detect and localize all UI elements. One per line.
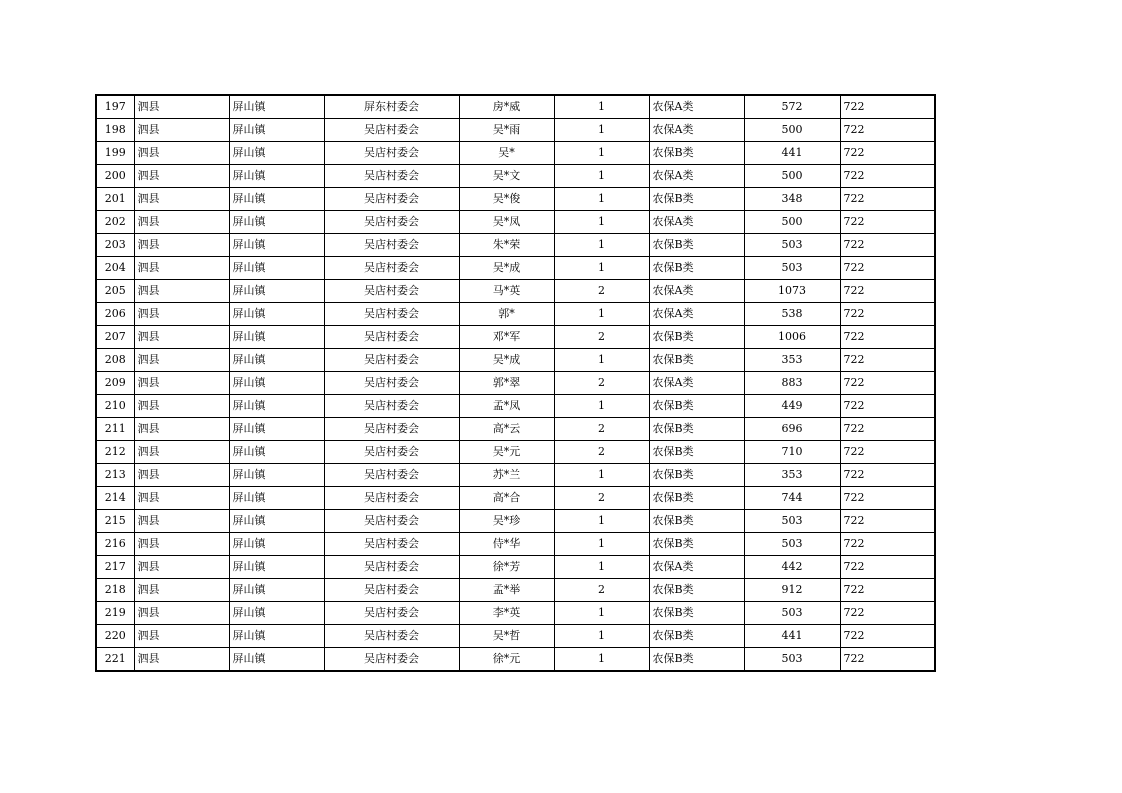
county-cell: 泗县 — [134, 211, 229, 234]
amount-cell: 353 — [744, 349, 840, 372]
person-name-cell: 吴*文 — [459, 165, 554, 188]
document-page — [95, 94, 934, 672]
town-cell: 屏山镇 — [229, 257, 324, 280]
insurance-type-cell: 农保A类 — [649, 372, 744, 395]
county-cell: 泗县 — [134, 119, 229, 142]
town-cell: 屏山镇 — [229, 188, 324, 211]
standard-cell: 722 — [840, 533, 935, 556]
county-cell: 泗县 — [134, 625, 229, 648]
insurance-type-cell: 农保B类 — [649, 487, 744, 510]
row-index-cell: 213 — [96, 464, 134, 487]
town-cell: 屏山镇 — [229, 487, 324, 510]
person-name-cell: 马*英 — [459, 280, 554, 303]
town-cell: 屏山镇 — [229, 510, 324, 533]
household-count-cell: 1 — [554, 510, 649, 533]
insurance-type-cell: 农保B类 — [649, 533, 744, 556]
row-index-cell: 199 — [96, 142, 134, 165]
person-name-cell: 吴*雨 — [459, 119, 554, 142]
table-row — [96, 257, 935, 280]
village-cell: 吴店村委会 — [324, 464, 459, 487]
row-index-cell: 200 — [96, 165, 134, 188]
town-cell: 屏山镇 — [229, 349, 324, 372]
county-cell: 泗县 — [134, 579, 229, 602]
table-row — [96, 326, 935, 349]
row-index-cell: 208 — [96, 349, 134, 372]
village-cell: 吴店村委会 — [324, 372, 459, 395]
standard-cell: 722 — [840, 165, 935, 188]
person-name-cell: 徐*芳 — [459, 556, 554, 579]
standard-cell: 722 — [840, 211, 935, 234]
insurance-type-cell: 农保A类 — [649, 211, 744, 234]
household-count-cell: 1 — [554, 95, 649, 119]
county-cell: 泗县 — [134, 303, 229, 326]
town-cell: 屏山镇 — [229, 280, 324, 303]
standard-cell: 722 — [840, 95, 935, 119]
county-cell: 泗县 — [134, 95, 229, 119]
person-name-cell: 吴*俊 — [459, 188, 554, 211]
household-count-cell: 1 — [554, 303, 649, 326]
table-row — [96, 349, 935, 372]
village-cell: 吴店村委会 — [324, 303, 459, 326]
household-count-cell: 1 — [554, 602, 649, 625]
amount-cell: 353 — [744, 464, 840, 487]
town-cell: 屏山镇 — [229, 234, 324, 257]
town-cell: 屏山镇 — [229, 95, 324, 119]
insurance-type-cell: 农保B类 — [649, 602, 744, 625]
household-count-cell: 1 — [554, 349, 649, 372]
person-name-cell: 邓*军 — [459, 326, 554, 349]
row-index-cell: 207 — [96, 326, 134, 349]
county-cell: 泗县 — [134, 395, 229, 418]
village-cell: 吴店村委会 — [324, 119, 459, 142]
row-index-cell: 212 — [96, 441, 134, 464]
standard-cell: 722 — [840, 349, 935, 372]
county-cell: 泗县 — [134, 326, 229, 349]
household-count-cell: 2 — [554, 280, 649, 303]
standard-cell: 722 — [840, 119, 935, 142]
town-cell: 屏山镇 — [229, 464, 324, 487]
village-cell: 吴店村委会 — [324, 188, 459, 211]
insurance-type-cell: 农保B类 — [649, 648, 744, 672]
village-cell: 吴店村委会 — [324, 625, 459, 648]
village-cell: 吴店村委会 — [324, 280, 459, 303]
amount-cell: 883 — [744, 372, 840, 395]
amount-cell: 503 — [744, 257, 840, 280]
row-index-cell: 210 — [96, 395, 134, 418]
insurance-type-cell: 农保B类 — [649, 579, 744, 602]
village-cell: 吴店村委会 — [324, 211, 459, 234]
table-row — [96, 487, 935, 510]
person-name-cell: 吴*成 — [459, 257, 554, 280]
village-cell: 吴店村委会 — [324, 349, 459, 372]
table-row — [96, 395, 935, 418]
standard-cell: 722 — [840, 234, 935, 257]
row-index-cell: 216 — [96, 533, 134, 556]
amount-cell: 538 — [744, 303, 840, 326]
amount-cell: 710 — [744, 441, 840, 464]
town-cell: 屏山镇 — [229, 395, 324, 418]
amount-cell: 348 — [744, 188, 840, 211]
insurance-type-cell: 农保A类 — [649, 556, 744, 579]
person-name-cell: 吴*哲 — [459, 625, 554, 648]
table-row — [96, 510, 935, 533]
table-row — [96, 418, 935, 441]
row-index-cell: 204 — [96, 257, 134, 280]
amount-cell: 441 — [744, 142, 840, 165]
row-index-cell: 215 — [96, 510, 134, 533]
row-index-cell: 218 — [96, 579, 134, 602]
person-name-cell: 郭* — [459, 303, 554, 326]
insurance-type-cell: 农保A类 — [649, 280, 744, 303]
standard-cell: 722 — [840, 510, 935, 533]
amount-cell: 503 — [744, 602, 840, 625]
county-cell: 泗县 — [134, 556, 229, 579]
table-row — [96, 602, 935, 625]
amount-cell: 744 — [744, 487, 840, 510]
amount-cell: 503 — [744, 234, 840, 257]
village-cell: 吴店村委会 — [324, 165, 459, 188]
person-name-cell: 吴*元 — [459, 441, 554, 464]
town-cell: 屏山镇 — [229, 648, 324, 672]
person-name-cell: 吴*成 — [459, 349, 554, 372]
village-cell: 吴店村委会 — [324, 441, 459, 464]
insurance-type-cell: 农保B类 — [649, 395, 744, 418]
data-table — [95, 94, 936, 672]
village-cell: 屏东村委会 — [324, 95, 459, 119]
standard-cell: 722 — [840, 280, 935, 303]
village-cell: 吴店村委会 — [324, 487, 459, 510]
household-count-cell: 1 — [554, 165, 649, 188]
amount-cell: 696 — [744, 418, 840, 441]
town-cell: 屏山镇 — [229, 165, 324, 188]
amount-cell: 500 — [744, 165, 840, 188]
village-cell: 吴店村委会 — [324, 257, 459, 280]
row-index-cell: 198 — [96, 119, 134, 142]
person-name-cell: 吴*凤 — [459, 211, 554, 234]
household-count-cell: 1 — [554, 234, 649, 257]
table-row — [96, 372, 935, 395]
person-name-cell: 高*云 — [459, 418, 554, 441]
county-cell: 泗县 — [134, 510, 229, 533]
person-name-cell: 孟*举 — [459, 579, 554, 602]
row-index-cell: 221 — [96, 648, 134, 672]
standard-cell: 722 — [840, 648, 935, 672]
village-cell: 吴店村委会 — [324, 533, 459, 556]
insurance-type-cell: 农保B类 — [649, 625, 744, 648]
row-index-cell: 203 — [96, 234, 134, 257]
table-row — [96, 165, 935, 188]
amount-cell: 503 — [744, 648, 840, 672]
household-count-cell: 1 — [554, 395, 649, 418]
household-count-cell: 1 — [554, 211, 649, 234]
person-name-cell: 李*英 — [459, 602, 554, 625]
person-name-cell: 徐*元 — [459, 648, 554, 672]
county-cell: 泗县 — [134, 257, 229, 280]
table-row — [96, 441, 935, 464]
table-row — [96, 188, 935, 211]
row-index-cell: 197 — [96, 95, 134, 119]
table-row — [96, 95, 935, 119]
village-cell: 吴店村委会 — [324, 234, 459, 257]
standard-cell: 722 — [840, 487, 935, 510]
household-count-cell: 1 — [554, 625, 649, 648]
town-cell: 屏山镇 — [229, 211, 324, 234]
standard-cell: 722 — [840, 441, 935, 464]
row-index-cell: 201 — [96, 188, 134, 211]
town-cell: 屏山镇 — [229, 418, 324, 441]
insurance-type-cell: 农保A类 — [649, 119, 744, 142]
household-count-cell: 2 — [554, 487, 649, 510]
household-count-cell: 2 — [554, 579, 649, 602]
amount-cell: 912 — [744, 579, 840, 602]
insurance-type-cell: 农保B类 — [649, 441, 744, 464]
county-cell: 泗县 — [134, 487, 229, 510]
amount-cell: 503 — [744, 510, 840, 533]
amount-cell: 441 — [744, 625, 840, 648]
household-count-cell: 1 — [554, 556, 649, 579]
standard-cell: 722 — [840, 257, 935, 280]
household-count-cell: 1 — [554, 648, 649, 672]
town-cell: 屏山镇 — [229, 602, 324, 625]
town-cell: 屏山镇 — [229, 119, 324, 142]
table-row — [96, 464, 935, 487]
village-cell: 吴店村委会 — [324, 326, 459, 349]
town-cell: 屏山镇 — [229, 142, 324, 165]
row-index-cell: 205 — [96, 280, 134, 303]
table-row — [96, 119, 935, 142]
person-name-cell: 吴* — [459, 142, 554, 165]
county-cell: 泗县 — [134, 418, 229, 441]
row-index-cell: 214 — [96, 487, 134, 510]
amount-cell: 500 — [744, 211, 840, 234]
table-body — [96, 95, 935, 671]
amount-cell: 442 — [744, 556, 840, 579]
county-cell: 泗县 — [134, 441, 229, 464]
row-index-cell: 202 — [96, 211, 134, 234]
table-row — [96, 303, 935, 326]
amount-cell: 1006 — [744, 326, 840, 349]
person-name-cell: 苏*兰 — [459, 464, 554, 487]
county-cell: 泗县 — [134, 165, 229, 188]
person-name-cell: 高*合 — [459, 487, 554, 510]
row-index-cell: 217 — [96, 556, 134, 579]
table-row — [96, 648, 935, 672]
county-cell: 泗县 — [134, 349, 229, 372]
insurance-type-cell: 农保A类 — [649, 95, 744, 119]
insurance-type-cell: 农保B类 — [649, 510, 744, 533]
insurance-type-cell: 农保B类 — [649, 234, 744, 257]
household-count-cell: 1 — [554, 464, 649, 487]
county-cell: 泗县 — [134, 280, 229, 303]
village-cell: 吴店村委会 — [324, 395, 459, 418]
village-cell: 吴店村委会 — [324, 556, 459, 579]
insurance-type-cell: 农保B类 — [649, 142, 744, 165]
standard-cell: 722 — [840, 303, 935, 326]
village-cell: 吴店村委会 — [324, 648, 459, 672]
household-count-cell: 2 — [554, 326, 649, 349]
person-name-cell: 郭*翠 — [459, 372, 554, 395]
table-row — [96, 280, 935, 303]
town-cell: 屏山镇 — [229, 441, 324, 464]
standard-cell: 722 — [840, 464, 935, 487]
table-row — [96, 533, 935, 556]
person-name-cell: 侍*华 — [459, 533, 554, 556]
standard-cell: 722 — [840, 602, 935, 625]
table-row — [96, 142, 935, 165]
standard-cell: 722 — [840, 418, 935, 441]
town-cell: 屏山镇 — [229, 326, 324, 349]
row-index-cell: 209 — [96, 372, 134, 395]
village-cell: 吴店村委会 — [324, 579, 459, 602]
household-count-cell: 2 — [554, 441, 649, 464]
insurance-type-cell: 农保B类 — [649, 418, 744, 441]
row-index-cell: 220 — [96, 625, 134, 648]
county-cell: 泗县 — [134, 234, 229, 257]
town-cell: 屏山镇 — [229, 533, 324, 556]
county-cell: 泗县 — [134, 188, 229, 211]
row-index-cell: 206 — [96, 303, 134, 326]
standard-cell: 722 — [840, 188, 935, 211]
village-cell: 吴店村委会 — [324, 510, 459, 533]
household-count-cell: 1 — [554, 533, 649, 556]
household-count-cell: 1 — [554, 257, 649, 280]
county-cell: 泗县 — [134, 464, 229, 487]
standard-cell: 722 — [840, 579, 935, 602]
standard-cell: 722 — [840, 372, 935, 395]
table-row — [96, 211, 935, 234]
household-count-cell: 1 — [554, 142, 649, 165]
village-cell: 吴店村委会 — [324, 602, 459, 625]
amount-cell: 449 — [744, 395, 840, 418]
county-cell: 泗县 — [134, 372, 229, 395]
town-cell: 屏山镇 — [229, 372, 324, 395]
town-cell: 屏山镇 — [229, 556, 324, 579]
person-name-cell: 朱*荣 — [459, 234, 554, 257]
amount-cell: 503 — [744, 533, 840, 556]
amount-cell: 572 — [744, 95, 840, 119]
row-index-cell: 219 — [96, 602, 134, 625]
household-count-cell: 1 — [554, 188, 649, 211]
village-cell: 吴店村委会 — [324, 418, 459, 441]
table-row — [96, 579, 935, 602]
standard-cell: 722 — [840, 556, 935, 579]
person-name-cell: 吴*珍 — [459, 510, 554, 533]
person-name-cell: 孟*凤 — [459, 395, 554, 418]
person-name-cell: 房*威 — [459, 95, 554, 119]
insurance-type-cell: 农保B类 — [649, 326, 744, 349]
amount-cell: 1073 — [744, 280, 840, 303]
table-row — [96, 234, 935, 257]
standard-cell: 722 — [840, 142, 935, 165]
county-cell: 泗县 — [134, 533, 229, 556]
insurance-type-cell: 农保A类 — [649, 165, 744, 188]
standard-cell: 722 — [840, 625, 935, 648]
amount-cell: 500 — [744, 119, 840, 142]
county-cell: 泗县 — [134, 142, 229, 165]
table-row — [96, 556, 935, 579]
household-count-cell: 2 — [554, 418, 649, 441]
insurance-type-cell: 农保A类 — [649, 303, 744, 326]
row-index-cell: 211 — [96, 418, 134, 441]
household-count-cell: 2 — [554, 372, 649, 395]
village-cell: 吴店村委会 — [324, 142, 459, 165]
county-cell: 泗县 — [134, 602, 229, 625]
town-cell: 屏山镇 — [229, 303, 324, 326]
standard-cell: 722 — [840, 395, 935, 418]
insurance-type-cell: 农保B类 — [649, 188, 744, 211]
insurance-type-cell: 农保B类 — [649, 464, 744, 487]
standard-cell: 722 — [840, 326, 935, 349]
household-count-cell: 1 — [554, 119, 649, 142]
county-cell: 泗县 — [134, 648, 229, 672]
insurance-type-cell: 农保B类 — [649, 349, 744, 372]
insurance-type-cell: 农保B类 — [649, 257, 744, 280]
town-cell: 屏山镇 — [229, 579, 324, 602]
table-row — [96, 625, 935, 648]
town-cell: 屏山镇 — [229, 625, 324, 648]
